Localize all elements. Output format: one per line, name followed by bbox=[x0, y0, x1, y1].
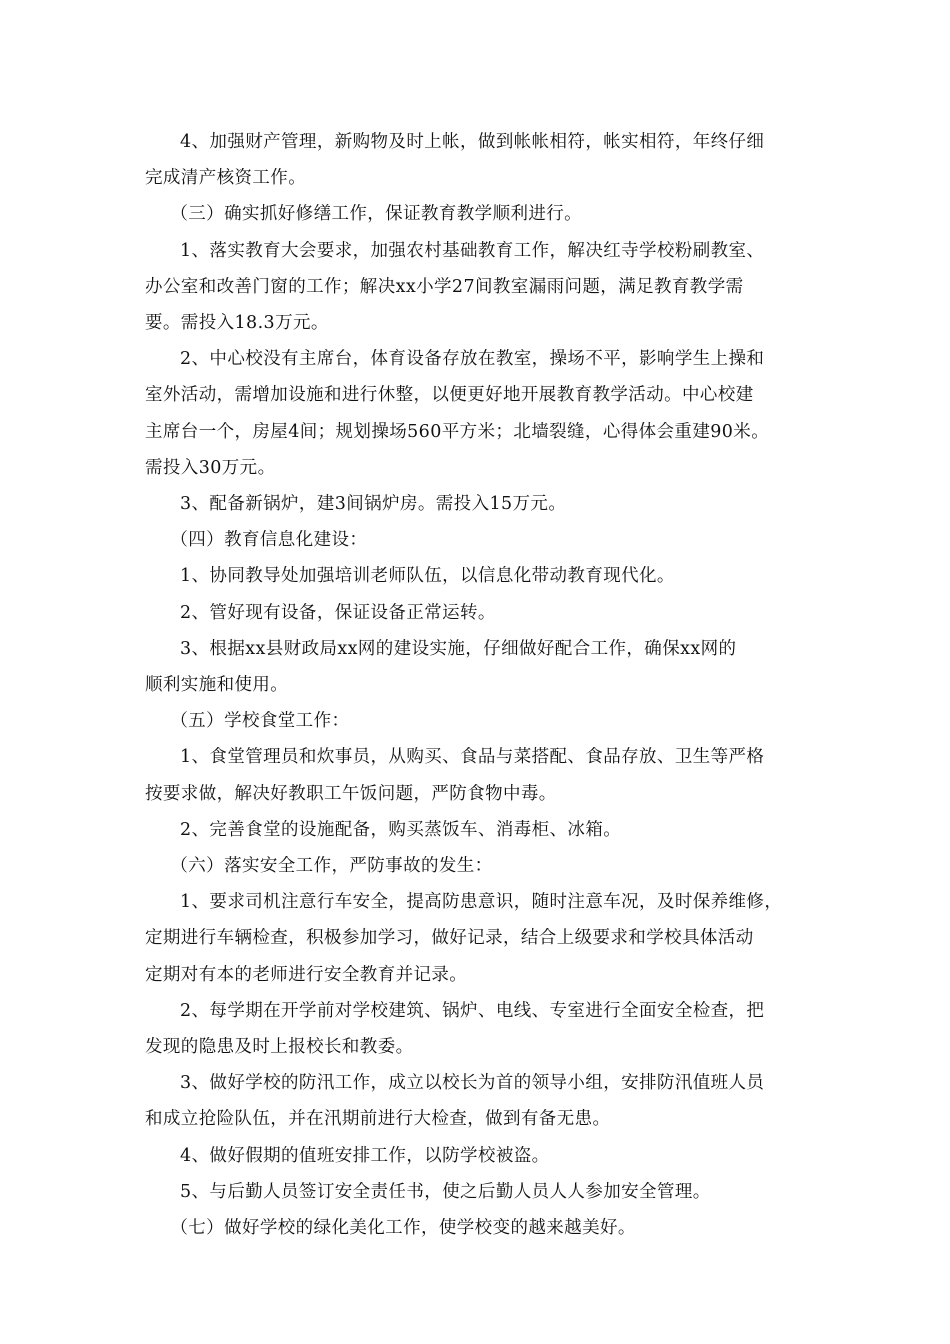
text-line: 要。需投入18.3万元。 bbox=[145, 313, 329, 334]
paragraph bbox=[145, 993, 817, 1065]
text-line: 5、与后勤人员签订安全责任书，使之后勤人员人人参加安全管理。 bbox=[180, 1181, 711, 1202]
paragraph bbox=[145, 1174, 817, 1210]
text-line: 2、完善食堂的设施配备，购买蒸饭车、消毒柜、冰箱。 bbox=[180, 819, 622, 840]
paragraph bbox=[145, 884, 817, 993]
text-line: 1、食堂管理员和炊事员，从购买、食品与菜搭配、食品存放、卫生等严格 bbox=[180, 747, 765, 768]
section-heading bbox=[145, 703, 817, 739]
paragraph bbox=[145, 124, 817, 196]
paragraph bbox=[145, 595, 817, 631]
paragraph bbox=[145, 233, 817, 342]
text-line: （四）教育信息化建设： bbox=[170, 530, 368, 551]
text-line: （六）落实安全工作，严防事故的发生： bbox=[170, 856, 493, 877]
text-line: 2、中心校没有主席台，体育设备存放在教室，操场不平，影响学生上操和 bbox=[180, 349, 765, 370]
text-line: 室外活动，需增加设施和进行休整，以便更好地开展教育教学活动。中心校建 bbox=[145, 385, 754, 406]
text-line: 定期对有本的老师进行安全教育并记录。 bbox=[145, 964, 468, 985]
section-heading bbox=[145, 1210, 817, 1246]
paragraph bbox=[145, 739, 817, 811]
text-line: （七）做好学校的绿化美化工作，使学校变的越来越美好。 bbox=[170, 1218, 636, 1239]
text-line: （三）确实抓好修缮工作，保证教育教学顺利进行。 bbox=[170, 204, 583, 225]
text-line: 4、做好假期的值班安排工作，以防学校被盗。 bbox=[180, 1145, 550, 1166]
text-line: 发现的隐患及时上报校长和教委。 bbox=[145, 1037, 414, 1058]
text-line: 主席台一个，房屋4间；规划操场560平方米；北墙裂缝，心得体会重建90米。 bbox=[145, 421, 770, 442]
text-line: 2、管好现有设备，保证设备正常运转。 bbox=[180, 602, 496, 623]
paragraph bbox=[145, 1065, 817, 1137]
paragraph bbox=[145, 631, 817, 703]
text-line: 2、每学期在开学前对学校建筑、锅炉、电线、专室进行全面安全检查，把 bbox=[180, 1000, 765, 1021]
text-line: 和成立抢险队伍，并在汛期前进行大检查，做到有备无患。 bbox=[145, 1109, 611, 1130]
text-line: 3、做好学校的防汛工作，成立以校长为首的领导小组，安排防汛值班人员 bbox=[180, 1073, 765, 1094]
paragraph bbox=[145, 1138, 817, 1174]
section-heading bbox=[145, 848, 817, 884]
paragraph bbox=[145, 558, 817, 594]
paragraph bbox=[145, 486, 817, 522]
text-line: 按要求做，解决好教职工午饭问题，严防食物中毒。 bbox=[145, 783, 557, 804]
paragraph bbox=[145, 812, 817, 848]
text-line: 1、要求司机注意行车安全，提高防患意识，随时注意车况，及时保养维修， bbox=[180, 892, 783, 913]
text-line: 3、根据xx县财政局xx网的建设实施，仔细做好配合工作，确保xx网的 bbox=[180, 638, 737, 659]
text-line: 需投入30万元。 bbox=[145, 457, 276, 478]
text-line: 办公室和改善门窗的工作；解决xx小学27间教室漏雨问题，满足教育教学需 bbox=[145, 276, 744, 297]
text-line: 3、配备新锅炉，建3间锅炉房。需投入15万元。 bbox=[180, 494, 567, 515]
text-line: 1、协同教导处加强培训老师队伍，以信息化带动教育现代化。 bbox=[180, 566, 675, 587]
text-line: 定期进行车辆检查，积极参加学习，做好记录，结合上级要求和学校具体活动 bbox=[145, 928, 754, 949]
document-body bbox=[145, 124, 817, 1246]
paragraph bbox=[145, 341, 817, 486]
text-line: 完成清产核资工作。 bbox=[145, 168, 307, 189]
section-heading bbox=[145, 522, 817, 558]
text-line: 4、加强财产管理，新购物及时上帐，做到帐帐相符，帐实相符，年终仔细 bbox=[180, 132, 765, 152]
text-line: 顺利实施和使用。 bbox=[145, 675, 289, 696]
section-heading bbox=[145, 196, 817, 232]
text-line: 1、落实教育大会要求，加强农村基础教育工作，解决红寺学校粉刷教室、 bbox=[180, 240, 765, 261]
text-line: （五）学校食堂工作： bbox=[170, 711, 350, 732]
